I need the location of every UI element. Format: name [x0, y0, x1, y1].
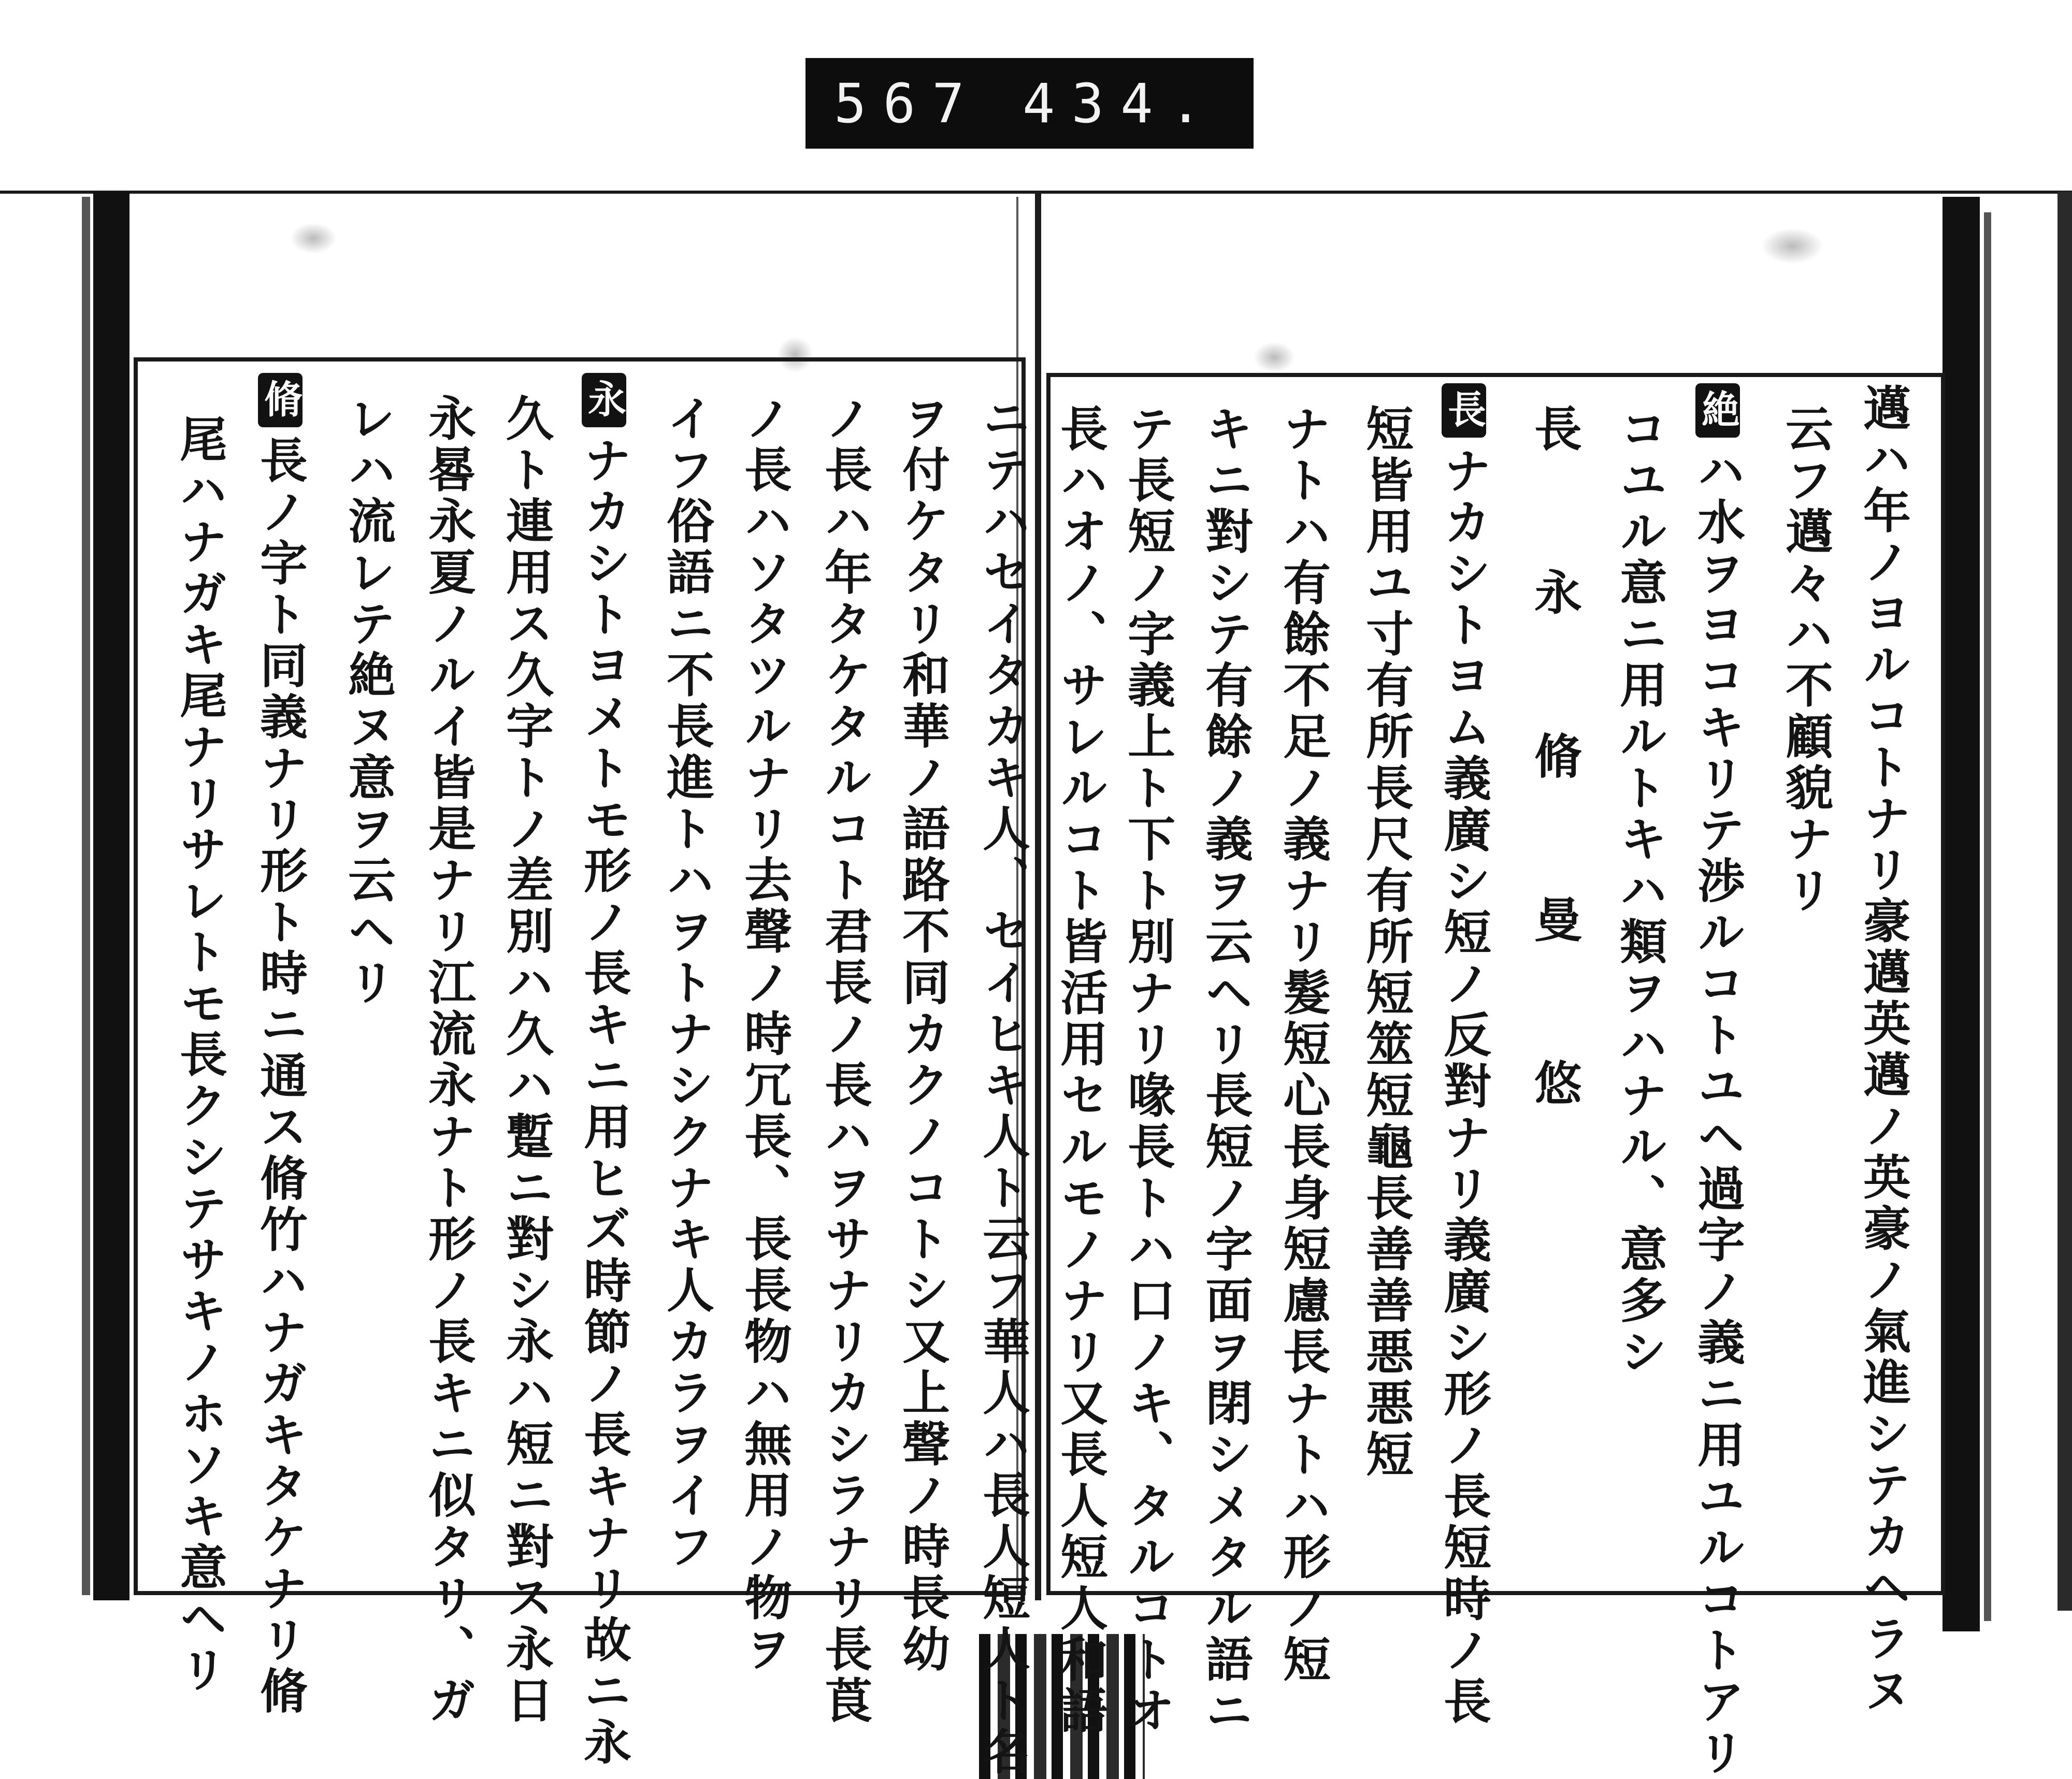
column-text: ヲ付ケタリ和華ノ語路不同カクノコトシ又上聲ノ時長幼 [895, 394, 951, 1675]
right-binding [1942, 197, 1980, 1631]
column-text: ノ長ハソタツルナリ去聲ノ時冗長、長長物ハ無用ノ物ヲ [737, 394, 793, 1675]
text-column [1778, 404, 1834, 917]
column-text: イフ俗語ニ不長進トハヲトナシクナキ人カラヲイフ [659, 394, 715, 1573]
catalog-number-a: 567 [834, 71, 981, 135]
column-text: 永晷永夏ノルイ皆是ナリ江流永ナト形ノ長キニ似タリ、ガ [421, 394, 477, 1727]
column-text: ニテハセイタカキ人、セイヒキ人ト云フ華人ハ長人短人ト名 [975, 394, 1031, 1778]
column-text: 長ハオノ、サレルコト皆活用セルモノナリ又長人短人和語 [1053, 404, 1109, 1737]
text-column [1855, 383, 1911, 1716]
column-text: ナカシトヨメトモ形ノ長キニ用ヒズ時節ノ長キナリ故ニ永 [576, 436, 632, 1769]
paper-stain [1761, 228, 1823, 264]
column-text: 久ト連用ス久字トノ差別ハ久ハ蹔ニ對シ永ハ短ニ對ス永日 [498, 394, 554, 1727]
column-text: 短皆用ユ寸有所長尺有所短筮短龜長善善悪悪短 [1358, 404, 1414, 1481]
text-column [737, 394, 793, 1675]
text-column [895, 394, 951, 1675]
text-column [340, 394, 396, 1009]
entry-column [1690, 383, 1746, 1779]
column-text: 云フ邁々ハ不顧貌ナリ [1778, 404, 1834, 917]
text-column [1053, 404, 1109, 1737]
text-column [498, 394, 554, 1727]
column-text: ナトハ有餘不足ノ義ナリ髮短心長身短慮長ナトハ形ノ短 [1275, 404, 1331, 1686]
entry-column [576, 373, 632, 1769]
center-gutter [1035, 192, 1041, 1600]
column-text: キニ對シテ有餘ノ義ヲ云ヘリ長短ノ字面ヲ閉シメタル語ニ [1198, 404, 1254, 1737]
column-text: 邁ハ年ノヨルコトナリ豪邁英邁ノ英豪ノ氣進シテカヘラヌ [1855, 383, 1911, 1716]
text-column [1612, 404, 1668, 1378]
right-page-edge [2057, 192, 2072, 1611]
column-text: ナカシトヨム義廣シ短ノ反對ナリ義廣シ形ノ長短時ノ長 [1436, 446, 1492, 1728]
column-text: 長ノ字ト同義ナリ形ト時ニ通ス脩竹ハナガキタケナリ脩 [252, 436, 308, 1717]
text-column [659, 394, 715, 1573]
column-text: テ長短ノ字義上ト下ト別ナリ喙長トハ口ノキ、タルコトオ [1120, 404, 1176, 1737]
catalog-number-b: 434. [1022, 71, 1219, 135]
column-text: ノ長ハ年タケタルコト君長ノ長ハヲサナリカシラナリ長莨 [817, 394, 873, 1727]
column-text: ハ水ヲヨコキリテ渉ルコトユヘ過字ノ義ニ用ユルコトアリ [1690, 446, 1746, 1779]
entry-column [252, 373, 308, 1717]
headword-mark: 絶 [1695, 383, 1740, 438]
left-binding-shadow [82, 197, 90, 1595]
headword-mark: 長 [1442, 383, 1486, 438]
text-column [975, 394, 1031, 1778]
text-column [172, 414, 228, 1696]
right-binding-shadow [1984, 212, 1991, 1621]
column-text: レハ流レテ絶ヌ意ヲ云ヘリ [340, 394, 396, 1009]
entry-column [1436, 383, 1492, 1728]
text-column [1120, 404, 1176, 1737]
text-column [1198, 404, 1254, 1737]
text-column [1358, 404, 1414, 1481]
catalog-number-label [805, 58, 1254, 149]
left-binding [93, 192, 130, 1600]
text-column [1275, 404, 1331, 1686]
synonym-list: 長 永 脩 曼 悠 [1527, 404, 1582, 1140]
paper-stain [1254, 342, 1295, 373]
headword-mark: 脩 [258, 373, 303, 427]
headword-mark: 永 [582, 373, 626, 427]
column-text: 尾ハナガキ尾ナリサレトモ長クシテサキノホソキ意ヘリ [172, 414, 228, 1696]
text-column [817, 394, 873, 1727]
paper-stain [290, 223, 337, 254]
text-column [421, 394, 477, 1727]
synonym-heading [1527, 404, 1582, 1140]
column-text: コユル意ニ用ルトキハ類ヲハナル、意多シ [1612, 404, 1668, 1378]
